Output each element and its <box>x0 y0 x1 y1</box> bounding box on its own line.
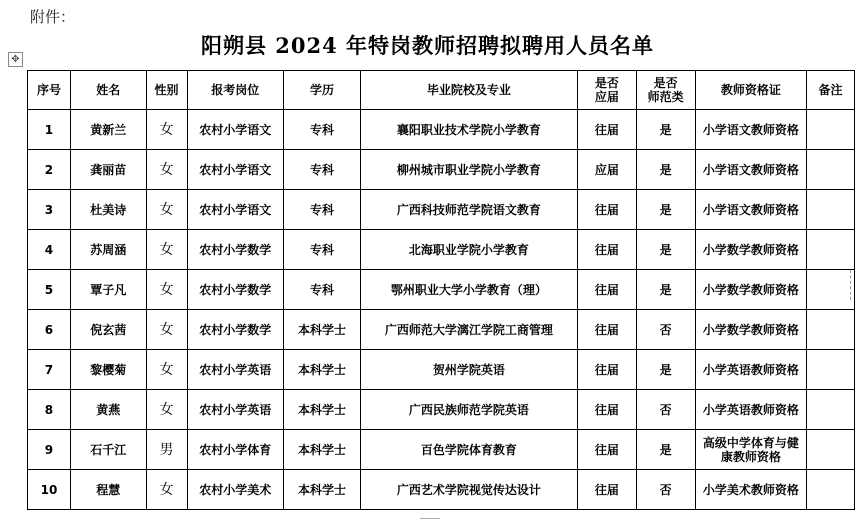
cell-gender: 女 <box>146 230 187 270</box>
cell-remark <box>807 110 855 150</box>
cell-normal: 是 <box>636 430 695 470</box>
cell-gender: 女 <box>146 470 187 510</box>
cell-gender: 女 <box>146 110 187 150</box>
header-normal-line2: 师范类 <box>647 90 684 104</box>
cell-cert-line1: 小学英语教师资格 <box>702 362 799 377</box>
header-normal <box>636 71 695 110</box>
table-row <box>28 350 855 390</box>
header-fresh-line2: 应届 <box>594 90 619 104</box>
cell-position: 农村小学英语 <box>187 350 284 390</box>
cell-gender: 女 <box>146 150 187 190</box>
cell-fresh: 往届 <box>577 390 636 430</box>
cell-seq: 6 <box>28 310 71 350</box>
table-row <box>28 470 855 510</box>
cell-seq: 2 <box>28 150 71 190</box>
cell-school: 贺州学院英语 <box>360 350 577 390</box>
cell-cert-line1: 小学数学教师资格 <box>702 282 799 297</box>
cell-seq: 10 <box>28 470 71 510</box>
cell-school: 广西科技师范学院语文教育 <box>360 190 577 230</box>
cell-cert-line1: 小学语文教师资格 <box>702 202 799 217</box>
cell-cert <box>695 270 807 310</box>
header-education: 学历 <box>284 71 361 110</box>
cell-seq: 3 <box>28 190 71 230</box>
table-header-row <box>28 71 855 110</box>
cell-seq: 4 <box>28 230 71 270</box>
cell-cert <box>695 190 807 230</box>
cell-normal: 是 <box>636 110 695 150</box>
cell-cert <box>695 350 807 390</box>
cell-name: 龚丽苗 <box>70 150 146 190</box>
cell-name: 覃子凡 <box>70 270 146 310</box>
cell-school: 北海职业学院小学教育 <box>360 230 577 270</box>
header-fresh <box>577 71 636 110</box>
cell-fresh: 往届 <box>577 430 636 470</box>
cell-cert-line1: 小学语文教师资格 <box>702 162 799 177</box>
cell-education: 专科 <box>284 230 361 270</box>
cell-education: 本科学士 <box>284 310 361 350</box>
cell-education: 本科学士 <box>284 350 361 390</box>
cell-remark <box>807 470 855 510</box>
cell-school: 襄阳职业技术学院小学教育 <box>360 110 577 150</box>
cell-normal: 否 <box>636 390 695 430</box>
cell-fresh: 应届 <box>577 150 636 190</box>
cell-cert <box>695 310 807 350</box>
cell-cert-line1: 高级中学体育与健 <box>702 435 799 450</box>
header-normal-line1: 是否 <box>653 76 678 90</box>
cell-normal: 是 <box>636 230 695 270</box>
cell-remark <box>807 390 855 430</box>
cell-fresh: 往届 <box>577 190 636 230</box>
cell-education: 专科 <box>284 150 361 190</box>
cell-remark <box>807 150 855 190</box>
table-row <box>28 390 855 430</box>
header-school: 毕业院校及专业 <box>360 71 577 110</box>
cell-fresh: 往届 <box>577 310 636 350</box>
table-row <box>28 110 855 150</box>
cell-remark <box>807 430 855 470</box>
header-position: 报考岗位 <box>187 71 284 110</box>
cell-gender: 男 <box>146 430 187 470</box>
attachment-label: 附件： <box>30 8 76 26</box>
cell-cert <box>695 390 807 430</box>
table-row <box>28 190 855 230</box>
cell-education: 专科 <box>284 270 361 310</box>
cell-name: 苏周涵 <box>70 230 146 270</box>
cell-fresh: 往届 <box>577 470 636 510</box>
cell-position: 农村小学美术 <box>187 470 284 510</box>
header-fresh-line1: 是否 <box>594 76 619 90</box>
cell-gender: 女 <box>146 310 187 350</box>
cell-fresh: 往届 <box>577 350 636 390</box>
cell-name: 石千江 <box>70 430 146 470</box>
cell-position: 农村小学语文 <box>187 190 284 230</box>
cell-name: 黎樱菊 <box>70 350 146 390</box>
header-name: 姓名 <box>70 71 146 110</box>
cell-school: 百色学院体育教育 <box>360 430 577 470</box>
table-row <box>28 310 855 350</box>
cell-cert <box>695 470 807 510</box>
cell-gender: 女 <box>146 390 187 430</box>
cell-education: 专科 <box>284 110 361 150</box>
cell-fresh: 往届 <box>577 110 636 150</box>
table-row <box>28 150 855 190</box>
cell-name: 黄新兰 <box>70 110 146 150</box>
cell-position: 农村小学英语 <box>187 390 284 430</box>
cell-name: 程慧 <box>70 470 146 510</box>
page-edge-marker <box>850 270 855 300</box>
cell-school: 广西师范大学漓江学院工商管理 <box>360 310 577 350</box>
cell-cert <box>695 150 807 190</box>
cell-remark <box>807 190 855 230</box>
cell-name: 倪玄茜 <box>70 310 146 350</box>
cell-remark <box>807 310 855 350</box>
cell-remark <box>807 270 855 310</box>
cell-position: 农村小学数学 <box>187 310 284 350</box>
cell-fresh: 往届 <box>577 230 636 270</box>
cell-name: 杜美诗 <box>70 190 146 230</box>
cell-cert-line1: 小学美术教师资格 <box>702 482 799 497</box>
table-row <box>28 270 855 310</box>
cell-cert-line2: 康教师资格 <box>720 449 781 464</box>
cell-position: 农村小学语文 <box>187 150 284 190</box>
cell-seq: 7 <box>28 350 71 390</box>
header-cert: 教师资格证 <box>695 71 807 110</box>
cell-seq: 9 <box>28 430 71 470</box>
document-title: 阳朔县 2024 年特岗教师招聘拟聘用人员名单 <box>200 33 655 58</box>
cell-normal: 是 <box>636 350 695 390</box>
cell-school: 广西艺术学院视觉传达设计 <box>360 470 577 510</box>
cell-school: 广西民族师范学院英语 <box>360 390 577 430</box>
table-row <box>28 430 855 470</box>
cell-cert-line1: 小学数学教师资格 <box>702 242 799 257</box>
cell-remark <box>807 350 855 390</box>
cell-education: 本科学士 <box>284 390 361 430</box>
cell-position: 农村小学数学 <box>187 230 284 270</box>
cell-gender: 女 <box>146 270 187 310</box>
cell-education: 本科学士 <box>284 430 361 470</box>
cell-cert-line1: 小学英语教师资格 <box>702 402 799 417</box>
cell-school: 柳州城市职业学院小学教育 <box>360 150 577 190</box>
cell-school: 鄂州职业大学小学教育（理） <box>360 270 577 310</box>
table-move-handle-icon[interactable]: ✥ <box>8 52 23 67</box>
cell-name: 黄燕 <box>70 390 146 430</box>
cell-seq: 1 <box>28 110 71 150</box>
cell-position: 农村小学体育 <box>187 430 284 470</box>
table-row <box>28 230 855 270</box>
header-seq: 序号 <box>28 71 71 110</box>
cell-cert-line1: 小学语文教师资格 <box>702 122 799 137</box>
cell-gender: 女 <box>146 350 187 390</box>
cell-normal: 是 <box>636 190 695 230</box>
cell-education: 本科学士 <box>284 470 361 510</box>
cell-cert <box>695 230 807 270</box>
cell-seq: 8 <box>28 390 71 430</box>
cell-position: 农村小学语文 <box>187 110 284 150</box>
personnel-table <box>27 70 855 510</box>
cell-cert <box>695 110 807 150</box>
cell-gender: 女 <box>146 190 187 230</box>
cell-position: 农村小学数学 <box>187 270 284 310</box>
cell-fresh: 往届 <box>577 270 636 310</box>
cell-cert-line1: 小学数学教师资格 <box>702 322 799 337</box>
cell-normal: 是 <box>636 270 695 310</box>
header-remark: 备注 <box>807 71 855 110</box>
cell-remark <box>807 230 855 270</box>
cell-normal: 否 <box>636 310 695 350</box>
header-gender: 性别 <box>146 71 187 110</box>
cell-seq: 5 <box>28 270 71 310</box>
cell-normal: 是 <box>636 150 695 190</box>
cell-cert <box>695 430 807 470</box>
cell-normal: 否 <box>636 470 695 510</box>
cell-education: 专科 <box>284 190 361 230</box>
